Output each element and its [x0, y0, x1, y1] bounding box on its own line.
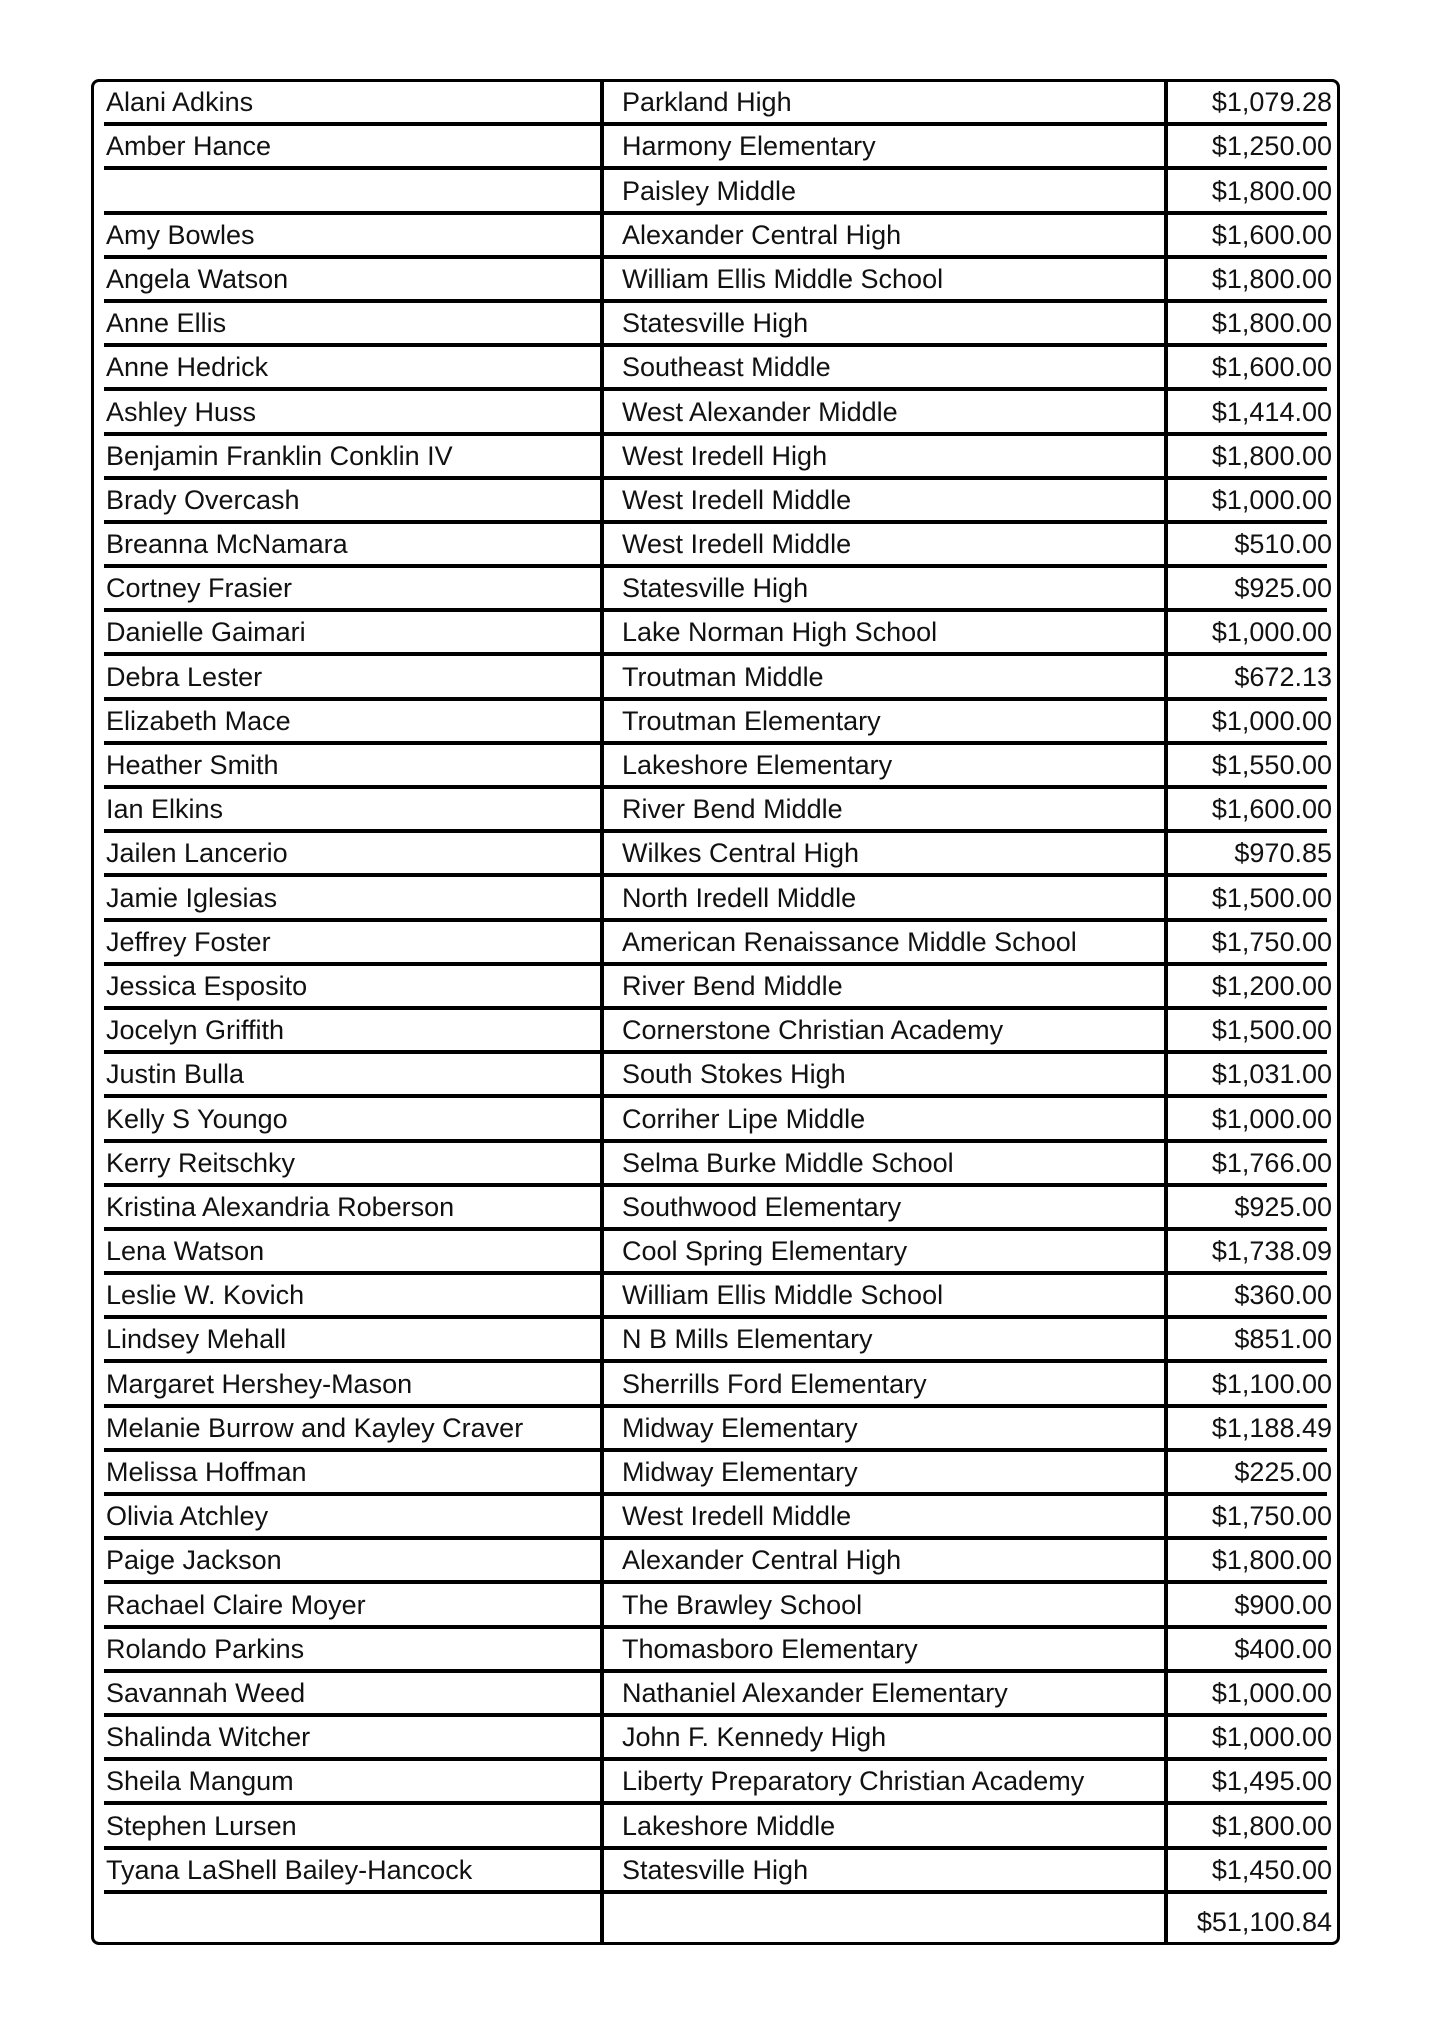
recipient-name-cell: Anne Hedrick: [106, 352, 269, 383]
school-cell: Selma Burke Middle School: [622, 1147, 954, 1178]
recipient-name-cell: Jessica Esposito: [106, 970, 308, 1001]
amount-cell: $925.00: [1234, 1191, 1332, 1222]
table-row: [94, 480, 1337, 524]
amount-cell: $1,000.00: [1211, 484, 1332, 515]
school-cell: Southeast Middle: [622, 352, 831, 383]
school-cell: West Alexander Middle: [622, 396, 898, 427]
amount-cell: $1,600.00: [1211, 219, 1332, 250]
table-row: [94, 126, 1337, 170]
amount-cell: $1,000.00: [1211, 1103, 1332, 1134]
recipient-name-cell: Lena Watson: [106, 1236, 265, 1267]
recipient-name-cell: Cortney Frasier: [106, 573, 293, 604]
recipient-name-cell: Elizabeth Mace: [106, 705, 291, 736]
school-cell: John F. Kennedy High: [622, 1722, 887, 1753]
school-cell: River Bend Middle: [622, 794, 843, 825]
amount-cell: $1,800.00: [1211, 263, 1332, 294]
amount-cell: $1,079.28: [1211, 87, 1332, 118]
table-row: [94, 1850, 1337, 1894]
recipient-name-cell: Rolando Parkins: [106, 1633, 305, 1664]
column-divider: [1164, 82, 1168, 1942]
recipient-name-cell: Savannah Weed: [106, 1677, 306, 1708]
amount-cell: $672.13: [1234, 661, 1332, 692]
school-cell: Harmony Elementary: [622, 131, 876, 162]
school-cell: Statesville High: [622, 308, 809, 339]
recipient-name-cell: Breanna McNamara: [106, 529, 348, 560]
recipient-name-cell: Paige Jackson: [106, 1545, 282, 1576]
table-row: [94, 1319, 1337, 1363]
school-cell: Southwood Elementary: [622, 1191, 902, 1222]
school-cell: Sherrills Ford Elementary: [622, 1368, 927, 1399]
school-cell: Cool Spring Elementary: [622, 1236, 908, 1267]
total-row: [94, 1894, 1337, 1948]
school-cell: West Iredell Middle: [622, 529, 852, 560]
table-row: [94, 1584, 1337, 1628]
amount-cell: $1,550.00: [1211, 750, 1332, 780]
amount-cell: $1,031.00: [1211, 1059, 1332, 1090]
table-row: [94, 612, 1337, 656]
school-cell: West Iredell Middle: [622, 1501, 852, 1532]
school-cell: Lake Norman High School: [622, 617, 938, 648]
school-cell: Corriher Lipe Middle: [622, 1103, 866, 1134]
school-cell: Troutman Elementary: [622, 705, 881, 736]
school-cell: Statesville High: [622, 1854, 809, 1885]
recipient-name-cell: Stephen Lursen: [106, 1810, 297, 1841]
amount-cell: $1,738.09: [1211, 1236, 1332, 1267]
school-cell: South Stokes High: [622, 1059, 846, 1090]
amount-cell: $1,414.00: [1211, 396, 1332, 427]
table-row: [94, 568, 1337, 612]
school-cell: Midway Elementary: [622, 1457, 858, 1487]
school-cell: The Brawley School: [622, 1589, 863, 1620]
table-row: [94, 1717, 1337, 1761]
amount-cell: $225.00: [1234, 1457, 1332, 1487]
school-cell: William Ellis Middle School: [622, 1280, 944, 1311]
amount-cell: $1,800.00: [1211, 175, 1332, 206]
amount-cell: $1,600.00: [1211, 352, 1332, 383]
amount-cell: $1,766.00: [1211, 1147, 1332, 1178]
amount-cell: $1,495.00: [1211, 1766, 1332, 1797]
amount-cell: $1,800.00: [1211, 1545, 1332, 1576]
recipient-name-cell: Lindsey Mehall: [106, 1324, 287, 1355]
amount-cell: $925.00: [1234, 573, 1332, 604]
recipient-name-cell: Kristina Alexandria Roberson: [106, 1191, 455, 1222]
recipient-name-cell: Amber Hance: [106, 131, 272, 162]
table-row: [94, 1629, 1337, 1673]
table-row: [94, 1275, 1337, 1319]
school-cell: Alexander Central High: [622, 1545, 902, 1576]
table-row: [94, 1452, 1337, 1496]
amount-cell: $1,600.00: [1211, 794, 1332, 825]
school-cell: American Renaissance Middle School: [622, 926, 1077, 957]
school-cell: Nathaniel Alexander Elementary: [622, 1677, 1008, 1708]
table-row: [94, 789, 1337, 833]
table-row: [94, 347, 1337, 391]
recipient-name-cell: [106, 170, 596, 210]
table-row: [94, 1761, 1337, 1805]
table-row: [94, 259, 1337, 303]
recipient-name-cell: Kelly S Youngo: [106, 1103, 288, 1134]
table-row: [94, 1805, 1337, 1849]
recipient-name-cell: Melissa Hoffman: [106, 1457, 307, 1487]
recipient-name-cell: Kerry Reitschky: [106, 1147, 296, 1178]
table-row: [94, 833, 1337, 877]
table-row: [94, 1098, 1337, 1142]
amount-cell: $1,450.00: [1211, 1854, 1332, 1885]
recipient-name-cell: Melanie Burrow and Kayley Craver: [106, 1412, 524, 1443]
table-row: [94, 1408, 1337, 1452]
table-row: [94, 701, 1337, 745]
recipient-name-cell: Danielle Gaimari: [106, 617, 306, 648]
recipient-name-cell: Jocelyn Griffith: [106, 1015, 285, 1046]
recipient-name-cell: Brady Overcash: [106, 484, 300, 515]
recipient-name-cell: Jailen Lancerio: [106, 838, 288, 869]
amount-cell: $1,500.00: [1211, 1015, 1332, 1046]
recipient-name-cell: Ian Elkins: [106, 794, 224, 825]
school-cell: River Bend Middle: [622, 970, 843, 1001]
amount-cell: $970.85: [1234, 838, 1332, 869]
amount-cell: $1,000.00: [1211, 1677, 1332, 1708]
recipient-name-cell: Olivia Atchley: [106, 1501, 269, 1532]
recipient-name-cell: Ashley Huss: [106, 396, 257, 427]
table-row: [94, 215, 1337, 259]
recipient-name-cell: Debra Lester: [106, 661, 263, 692]
table-row: [94, 877, 1337, 921]
table-row: [94, 436, 1337, 480]
recipient-name-cell: Anne Ellis: [106, 308, 227, 339]
school-cell: Lakeshore Elementary: [622, 750, 893, 780]
school-cell: Paisley Middle: [622, 175, 797, 206]
table-row: [94, 82, 1337, 126]
amount-cell: $400.00: [1234, 1633, 1332, 1664]
recipient-name-cell: Amy Bowles: [106, 219, 255, 250]
amount-cell: $1,250.00: [1211, 131, 1332, 162]
school-cell: North Iredell Middle: [622, 882, 857, 913]
school-cell: Thomasboro Elementary: [622, 1633, 918, 1664]
table-row: [94, 303, 1337, 347]
recipient-name-cell: Rachael Claire Moyer: [106, 1589, 366, 1620]
amount-cell: $1,800.00: [1211, 308, 1332, 339]
table-row: [94, 1143, 1337, 1187]
table-row: [94, 966, 1337, 1010]
total-name-cell: [106, 1894, 596, 1948]
recipient-name-cell: Benjamin Franklin Conklin IV: [106, 440, 453, 471]
amount-cell: $1,000.00: [1211, 617, 1332, 648]
table-row: [94, 1540, 1337, 1584]
amount-cell: $360.00: [1234, 1280, 1332, 1311]
school-cell: Parkland High: [622, 87, 792, 118]
amount-cell: $1,000.00: [1211, 705, 1332, 736]
table-row: [94, 1496, 1337, 1540]
table-row: [94, 170, 1337, 214]
recipient-name-cell: Tyana LaShell Bailey-Hancock: [106, 1854, 473, 1885]
amount-cell: $1,200.00: [1211, 970, 1332, 1001]
recipient-name-cell: Sheila Mangum: [106, 1766, 294, 1797]
school-cell: Statesville High: [622, 573, 809, 604]
school-cell: Cornerstone Christian Academy: [622, 1015, 1004, 1046]
amount-cell: $1,800.00: [1211, 440, 1332, 471]
amount-cell: $851.00: [1234, 1324, 1332, 1355]
amount-cell: $1,100.00: [1211, 1368, 1332, 1399]
recipient-name-cell: Margaret Hershey-Mason: [106, 1368, 413, 1399]
school-cell: N B Mills Elementary: [622, 1324, 873, 1355]
amount-cell: $1,750.00: [1211, 1501, 1332, 1532]
grant-table: [91, 79, 1340, 1945]
recipient-name-cell: Leslie W. Kovich: [106, 1280, 305, 1311]
table-row: [94, 922, 1337, 966]
table-row: [94, 1054, 1337, 1098]
amount-cell: $1,000.00: [1211, 1722, 1332, 1753]
recipient-name-cell: Angela Watson: [106, 263, 289, 294]
school-cell: William Ellis Middle School: [622, 263, 944, 294]
table-row: [94, 524, 1337, 568]
school-cell: Liberty Preparatory Christian Academy: [622, 1766, 1085, 1797]
school-cell: Troutman Middle: [622, 661, 824, 692]
amount-cell: $1,500.00: [1211, 882, 1332, 913]
recipient-name-cell: Jamie Iglesias: [106, 882, 278, 913]
recipient-name-cell: Alani Adkins: [106, 87, 254, 118]
table-row: [94, 1187, 1337, 1231]
school-cell: Lakeshore Middle: [622, 1810, 836, 1841]
total-school-cell: [622, 1894, 1162, 1948]
table-row: [94, 1673, 1337, 1717]
recipient-name-cell: Justin Bulla: [106, 1059, 245, 1090]
table-row: [94, 391, 1337, 435]
recipient-name-cell: Heather Smith: [106, 750, 279, 780]
school-cell: Alexander Central High: [622, 219, 902, 250]
table-body: [94, 82, 1337, 1948]
table-row: [94, 1010, 1337, 1054]
table-row: [94, 656, 1337, 700]
school-cell: West Iredell High: [622, 440, 828, 471]
recipient-name-cell: Shalinda Witcher: [106, 1722, 311, 1753]
table-row: [94, 1231, 1337, 1275]
school-cell: Midway Elementary: [622, 1412, 858, 1443]
amount-cell: $510.00: [1234, 529, 1332, 560]
recipient-name-cell: Jeffrey Foster: [106, 926, 271, 957]
table-row: [94, 745, 1337, 789]
school-cell: West Iredell Middle: [622, 484, 852, 515]
amount-cell: $1,188.49: [1211, 1412, 1332, 1443]
amount-cell: $900.00: [1234, 1589, 1332, 1620]
total-amount: $51,100.84: [1196, 1906, 1332, 1937]
column-divider: [600, 82, 604, 1942]
school-cell: Wilkes Central High: [622, 838, 860, 869]
table-row: [94, 1363, 1337, 1407]
amount-cell: $1,750.00: [1211, 926, 1332, 957]
amount-cell: $1,800.00: [1211, 1810, 1332, 1841]
